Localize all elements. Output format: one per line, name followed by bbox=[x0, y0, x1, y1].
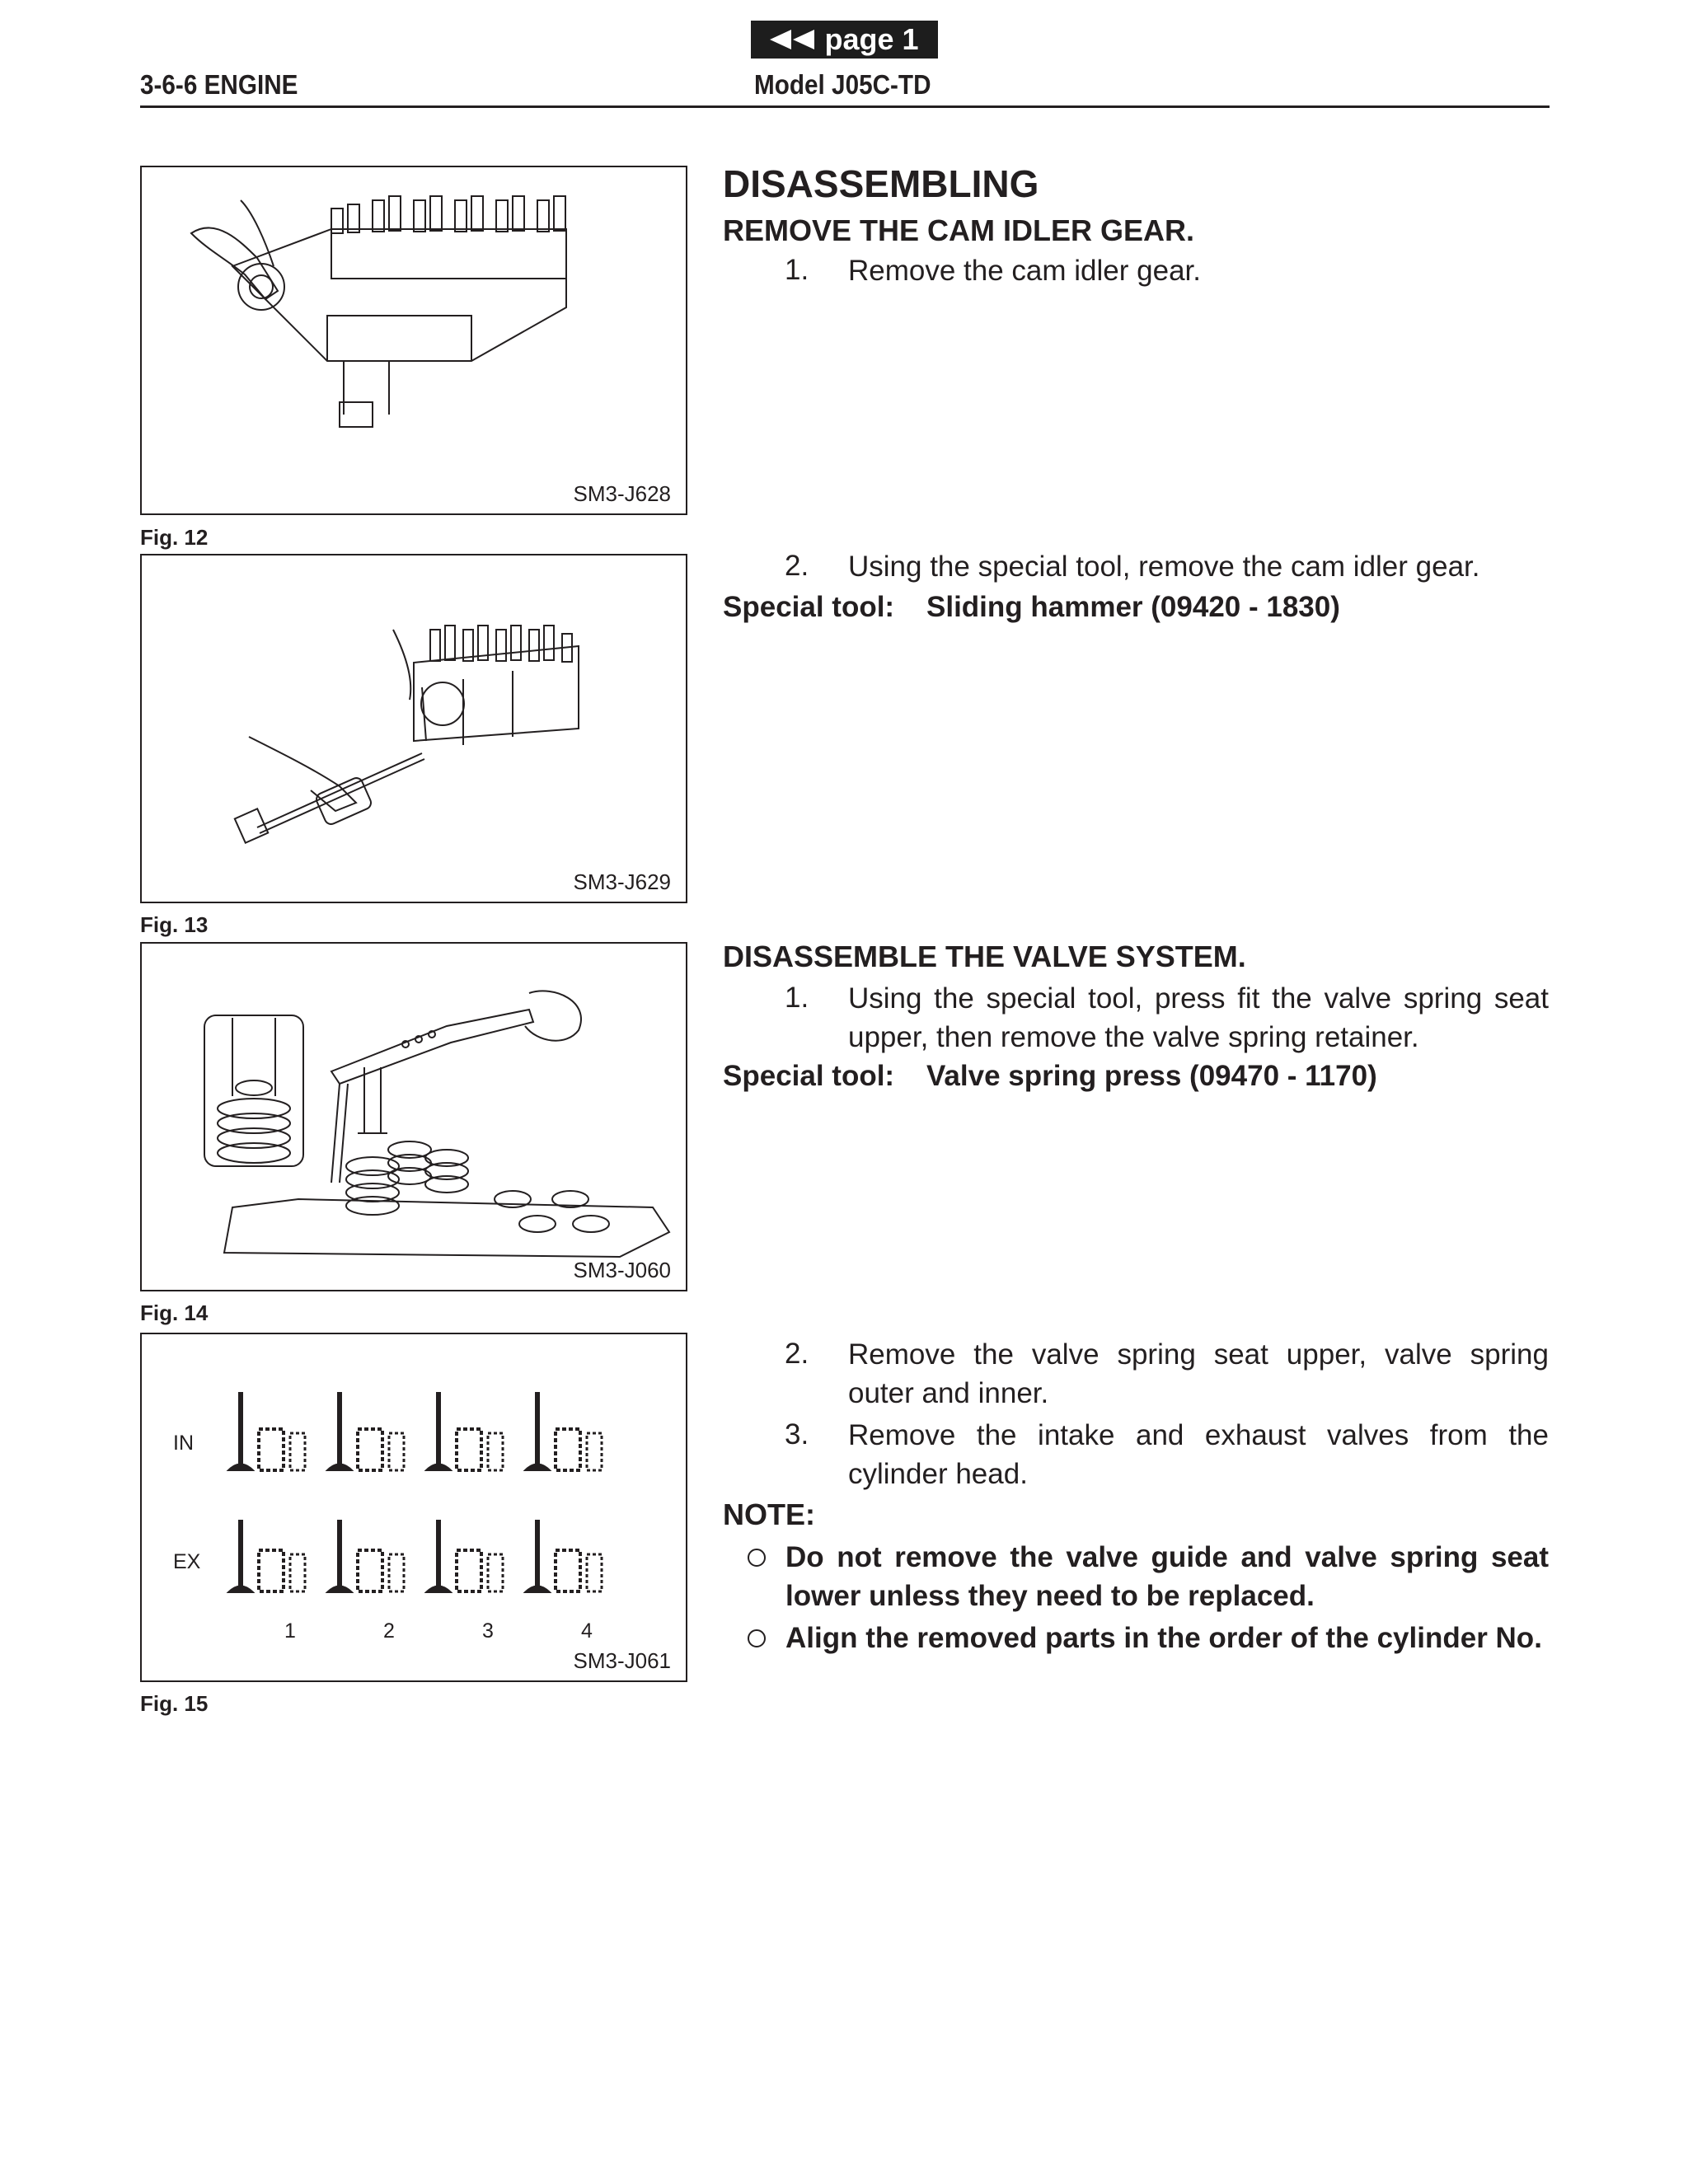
step-text: Using the special tool, remove the cam idler gear. bbox=[848, 551, 1480, 583]
figure-15 bbox=[140, 1333, 687, 1682]
figure-code: SM3-J060 bbox=[573, 1258, 671, 1282]
step-text: Remove the intake and exhaust valves from the cylinder head. bbox=[848, 1419, 1549, 1490]
page-nav-button[interactable] bbox=[751, 21, 938, 59]
header-section: 3-6-6 ENGINE bbox=[140, 69, 298, 100]
special-tool-label: Special tool: bbox=[723, 591, 895, 623]
row-label-in: IN bbox=[173, 1432, 194, 1455]
double-left-arrow-icon bbox=[770, 30, 816, 49]
note-label: NOTE: bbox=[723, 1497, 815, 1531]
figure-label: Fig. 12 bbox=[140, 525, 209, 550]
figure-12 bbox=[140, 166, 687, 515]
figure-label: Fig. 15 bbox=[140, 1691, 209, 1716]
step-number: 1. bbox=[785, 254, 809, 286]
figure-label: Fig. 14 bbox=[140, 1301, 209, 1325]
cylinder-number: 2 bbox=[383, 1619, 395, 1643]
bullet-circle-icon bbox=[748, 1629, 766, 1647]
special-tool-label: Special tool: bbox=[723, 1060, 895, 1092]
cylinder-head-idler-gear-illustration bbox=[142, 167, 686, 513]
sliding-hammer-illustration bbox=[142, 555, 686, 902]
section-heading: REMOVE THE CAM IDLER GEAR. bbox=[723, 213, 1195, 247]
cylinder-number: 3 bbox=[482, 1619, 494, 1643]
bullet-circle-icon bbox=[748, 1549, 766, 1567]
header-model: Model J05C-TD bbox=[754, 69, 931, 100]
step-text: Using the special tool, press fit the valve spring seat upper, then remove the valve spring retainer. bbox=[848, 982, 1549, 1053]
header-rule bbox=[140, 105, 1550, 108]
section-heading: DISASSEMBLE THE VALVE SYSTEM. bbox=[723, 940, 1246, 973]
step-number: 3. bbox=[785, 1418, 809, 1451]
step-number: 2. bbox=[785, 550, 809, 582]
step-text: Remove the cam idler gear. bbox=[848, 255, 1201, 287]
figure-label: Fig. 13 bbox=[140, 912, 209, 937]
figure-14 bbox=[140, 942, 687, 1291]
figure-code: SM3-J629 bbox=[573, 869, 671, 894]
removed-valves-by-cylinder-illustration bbox=[142, 1334, 686, 1680]
step-number: 2. bbox=[785, 1338, 809, 1370]
note-item: Align the removed parts in the order of the cylinder No. bbox=[785, 1622, 1542, 1654]
row-label-ex: EX bbox=[173, 1550, 201, 1573]
cylinder-number: 1 bbox=[284, 1619, 296, 1643]
page-button-label: page 1 bbox=[824, 22, 919, 56]
special-tool-value: Valve spring press (09470 - 1170) bbox=[926, 1060, 1377, 1092]
special-tool-value: Sliding hammer (09420 - 1830) bbox=[926, 591, 1340, 623]
step-text: Remove the valve spring seat upper, valve spring outer and inner. bbox=[848, 1338, 1549, 1409]
note-item: Do not remove the valve guide and valve spring seat lower unless they need to be replaced. bbox=[785, 1541, 1549, 1612]
page-title: DISASSEMBLING bbox=[723, 162, 1039, 205]
figure-code: SM3-J061 bbox=[573, 1648, 671, 1673]
step-number: 1. bbox=[785, 982, 809, 1014]
figure-code: SM3-J628 bbox=[573, 481, 671, 506]
figure-13 bbox=[140, 554, 687, 903]
valve-spring-press-illustration bbox=[142, 944, 686, 1290]
cylinder-number: 4 bbox=[581, 1619, 593, 1643]
